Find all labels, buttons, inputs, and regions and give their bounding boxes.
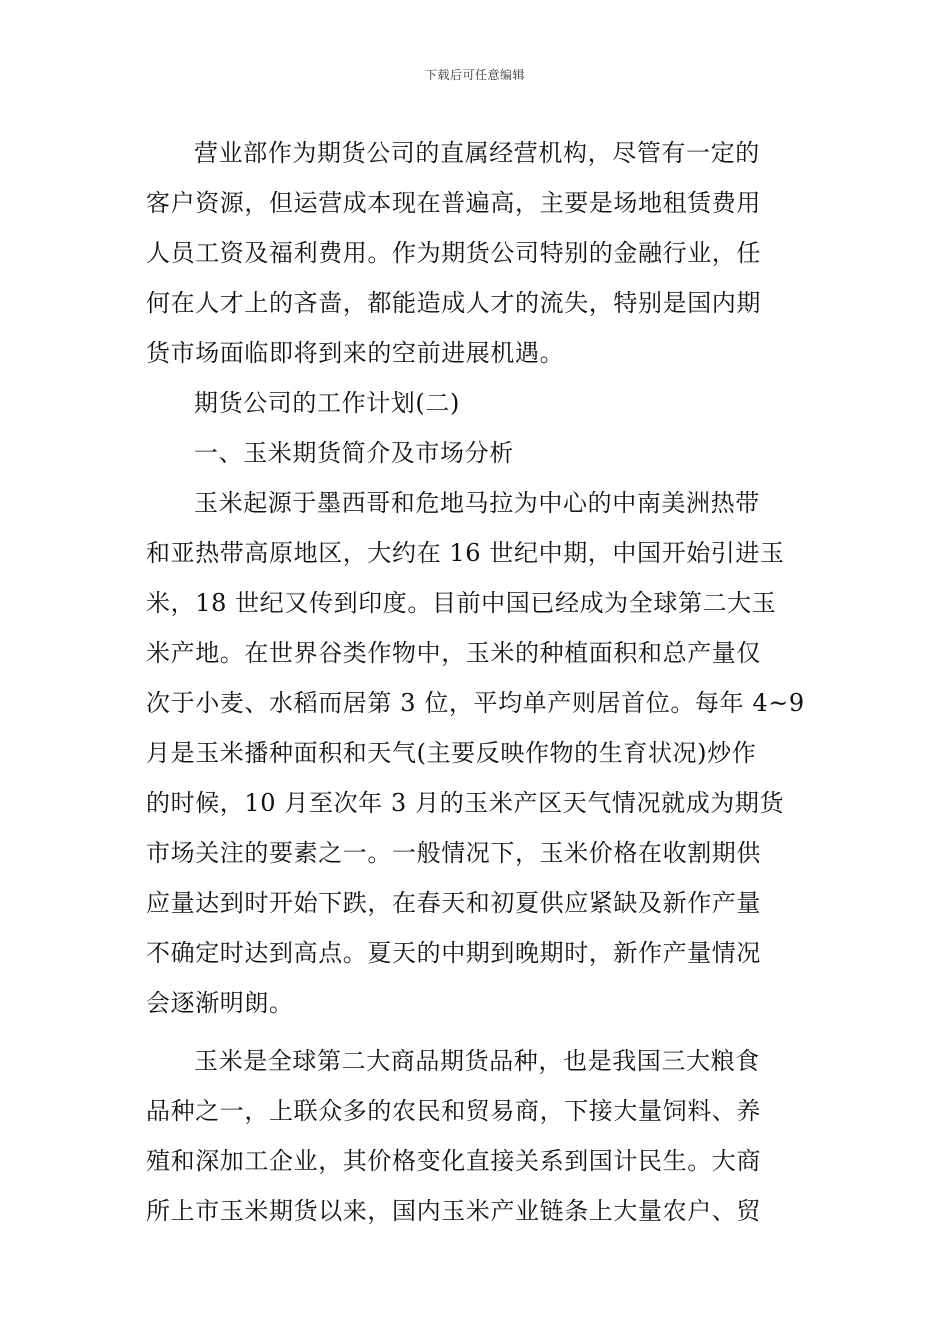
text-line: 应量达到时开始下跌，在春天和初夏供应紧缺及新作产量	[146, 889, 761, 917]
section-title	[146, 378, 810, 428]
text-line: 的时候，10 月至次年 3 月的玉米产区天气情况就成为期货	[146, 789, 785, 817]
text-line: 不确定时达到高点。夏天的中期到晚期时，新作产量情况	[146, 939, 761, 967]
text-line: 和亚热带高原地区，大约在 16 世纪中期，中国开始引进玉	[146, 539, 785, 567]
text-line: 会逐渐明朗。	[146, 989, 294, 1017]
paragraph-corn-intro	[146, 478, 810, 1028]
subheading	[146, 428, 810, 478]
text-line: 人员工资及福利费用。作为期货公司特别的金融行业，任	[146, 239, 761, 267]
text-line: 所上市玉米期货以来，国内玉米产业链条上大量农户、贸	[146, 1197, 761, 1225]
text-line: 何在人才上的吝啬，都能造成人才的流失，特别是国内期	[146, 289, 761, 317]
text-line: 玉米是全球第二大商品期货品种，也是我国三大粮食	[194, 1047, 760, 1075]
text-line: 米，18 世纪又传到印度。目前中国已经成为全球第二大玉	[146, 589, 777, 617]
header-note: 下载后可任意编辑	[424, 68, 525, 82]
section-title-text: 期货公司的工作计划(二)	[194, 389, 460, 417]
text-line: 殖和深加工企业，其价格变化直接关系到国计民生。大商	[146, 1147, 761, 1175]
document-body	[146, 128, 810, 1236]
paragraph-operating-costs	[146, 128, 810, 378]
subheading-text: 一、玉米期货简介及市场分析	[194, 439, 514, 467]
text-line: 客户资源，但运营成本现在普遍高，主要是场地租赁费用	[146, 189, 761, 217]
text-line: 营业部作为期货公司的直属经营机构，尽管有一定的	[194, 139, 760, 167]
paragraph-gap	[146, 1028, 810, 1036]
text-line: 货市场面临即将到来的空前进展机遇。	[146, 339, 565, 367]
paragraph-corn-market	[146, 1036, 810, 1236]
text-line: 玉米起源于墨西哥和危地马拉为中心的中南美洲热带	[194, 489, 760, 517]
text-line: 市场关注的要素之一。一般情况下，玉米价格在收割期供	[146, 839, 761, 867]
text-line: 米产地。在世界谷类作物中，玉米的种植面积和总产量仅	[146, 639, 761, 667]
text-line: 月是玉米播种面积和天气(主要反映作物的生育状况)炒作	[146, 739, 757, 767]
text-line: 品种之一，上联众多的农民和贸易商，下接大量饲料、养	[146, 1097, 761, 1125]
text-line: 次于小麦、水稻而居第 3 位，平均单产则居首位。每年 4~9	[146, 689, 805, 717]
